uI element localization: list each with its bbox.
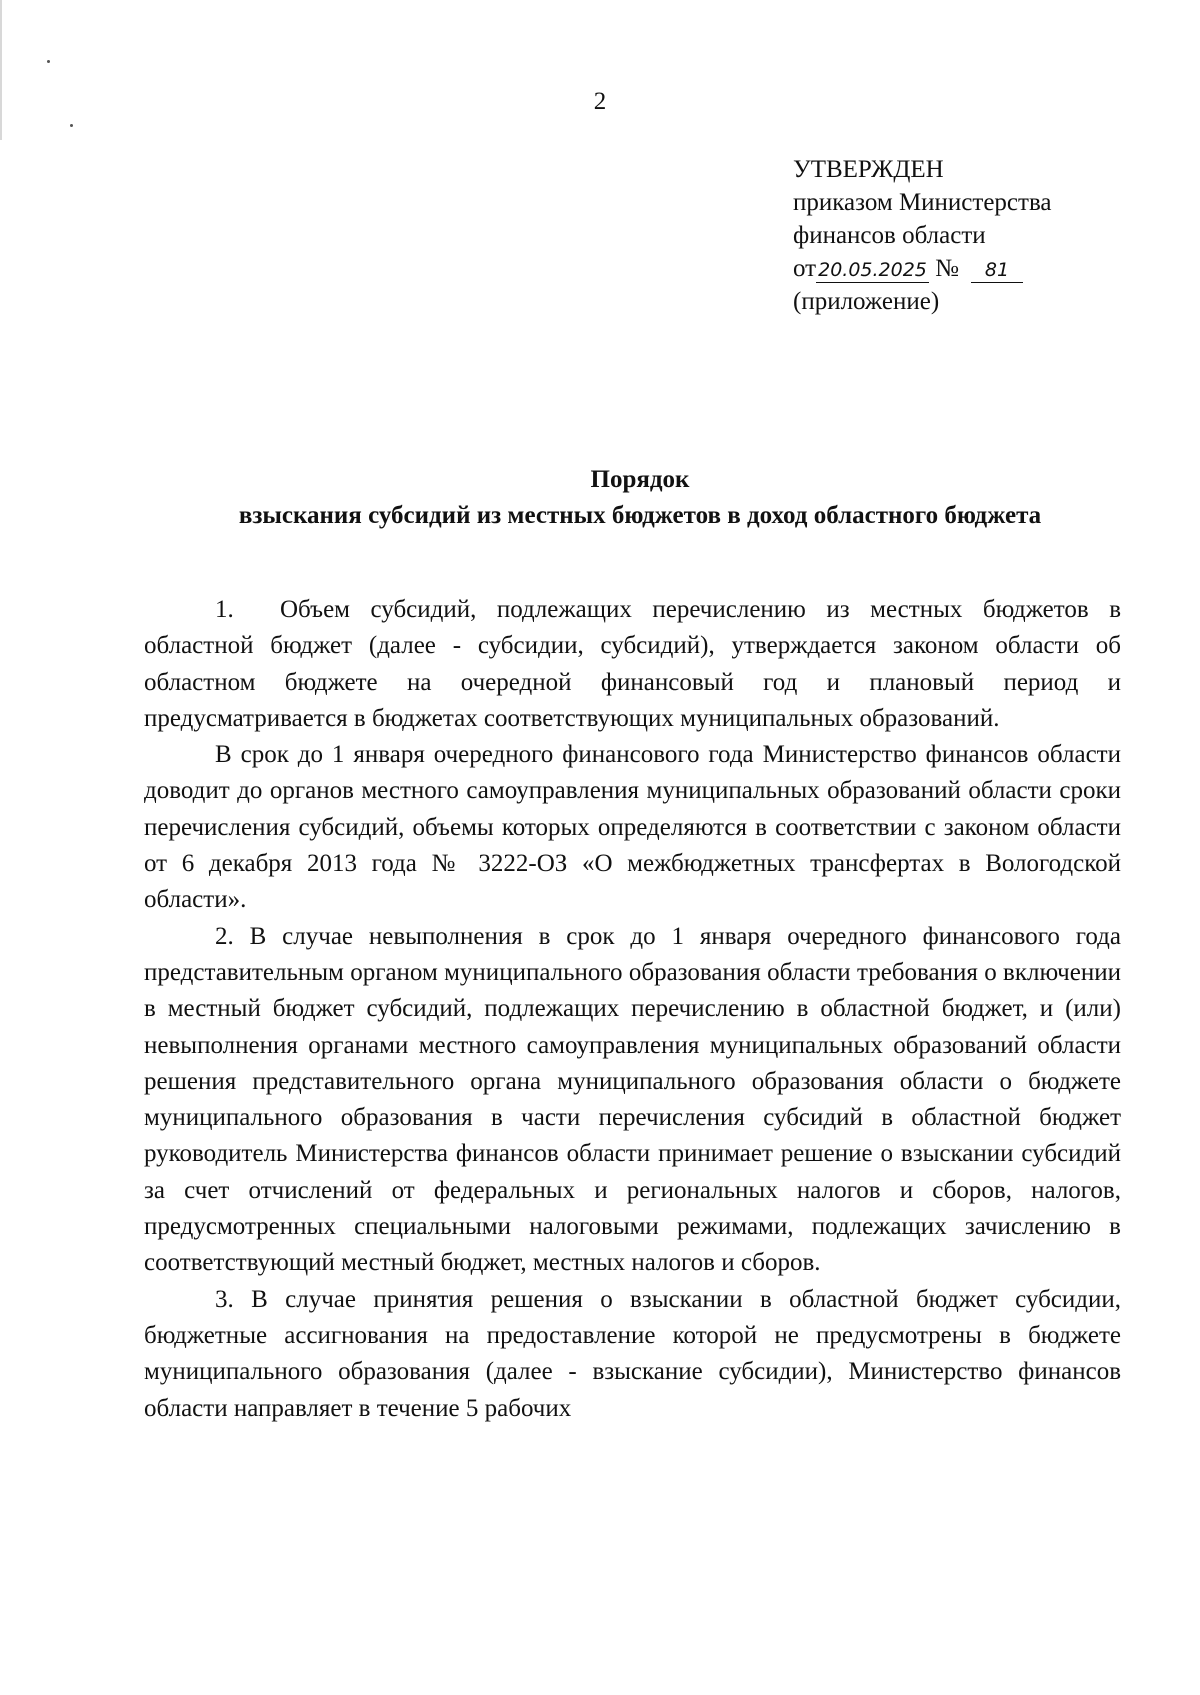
paragraph-4: 3. В случае принятия решения о взыскании в областной бюджет субсидии, бюджетные ассигнования на предоставление которой не предусмотрены в бюджете муниципального образования (далее - взыскание субсидии), Министерство финансов области направляет в течение 5 рабочих xyxy=(144,1285,1121,1422)
scan-edge-line xyxy=(0,0,2,140)
approval-appendix-line: (приложение) xyxy=(793,288,940,315)
approval-heading: УТВЕРЖДЕН xyxy=(793,156,944,183)
approval-order-line: приказом Министерства xyxy=(793,189,1052,216)
number-prefix: № xyxy=(935,255,960,282)
title-line-1: Порядок xyxy=(590,466,690,493)
approval-stamp-block xyxy=(793,153,1133,318)
handwritten-number: 81 xyxy=(971,258,1023,283)
approval-date-line xyxy=(793,252,1133,285)
paragraph-1-text: Объем субсидий, подлежащих перечислению из местных бюджетов в областной бюджет (далее - субсидии, субсидий), утверждается законом области об областном бюджете на очередной финансовый год и плановый период и предусматривается в бюджетах соответствующих муниципальных образований. xyxy=(144,596,1121,732)
scan-speck xyxy=(47,60,50,63)
handwritten-date: 20.05.2025 xyxy=(818,259,927,281)
paragraph-1-number: 1. xyxy=(215,596,234,623)
document-title xyxy=(140,462,1140,534)
paragraph-1 xyxy=(144,592,1121,737)
paragraph-3: 2. В случае невыполнения в срок до 1 января очередного финансового года представительным органом муниципального образования области требования о включении в местный бюджет субсидий, подлежащих перечислению в областной бюджет, и (или) невыполнения органами местного самоуправления муниципальных образований области решения представительного органа муниципального образования области о бюджете муниципального образования в части перечисления субсидий в областной бюджет руководитель Министерства финансов области принимает решение о взыскании субсидий за счет отчислений от федеральных и региональных налогов и сборов, налогов, предусмотренных специальными налоговыми режимами, подлежащих зачислению в соответствующий местный бюджет, местных налогов и сборов. xyxy=(144,922,1121,1277)
page-number: 2 xyxy=(593,88,607,115)
title-line-2: взыскания субсидий из местных бюджетов в доход областного бюджета xyxy=(238,502,1042,529)
scan-speck xyxy=(70,124,73,127)
date-prefix: от xyxy=(793,255,817,282)
paragraph-2: В срок до 1 января очередного финансового года Министерство финансов области доводит до органов местного самоуправления муниципальных образований области сроки перечисления субсидий, объемы которых определяются в соответствии с законом области от 6 декабря 2013 года № 3222-ОЗ «О межбюджетных трансфертах в Вологодской области». xyxy=(144,741,1121,914)
approval-ministry-line: финансов области xyxy=(793,222,986,249)
document-body xyxy=(144,592,1121,1427)
